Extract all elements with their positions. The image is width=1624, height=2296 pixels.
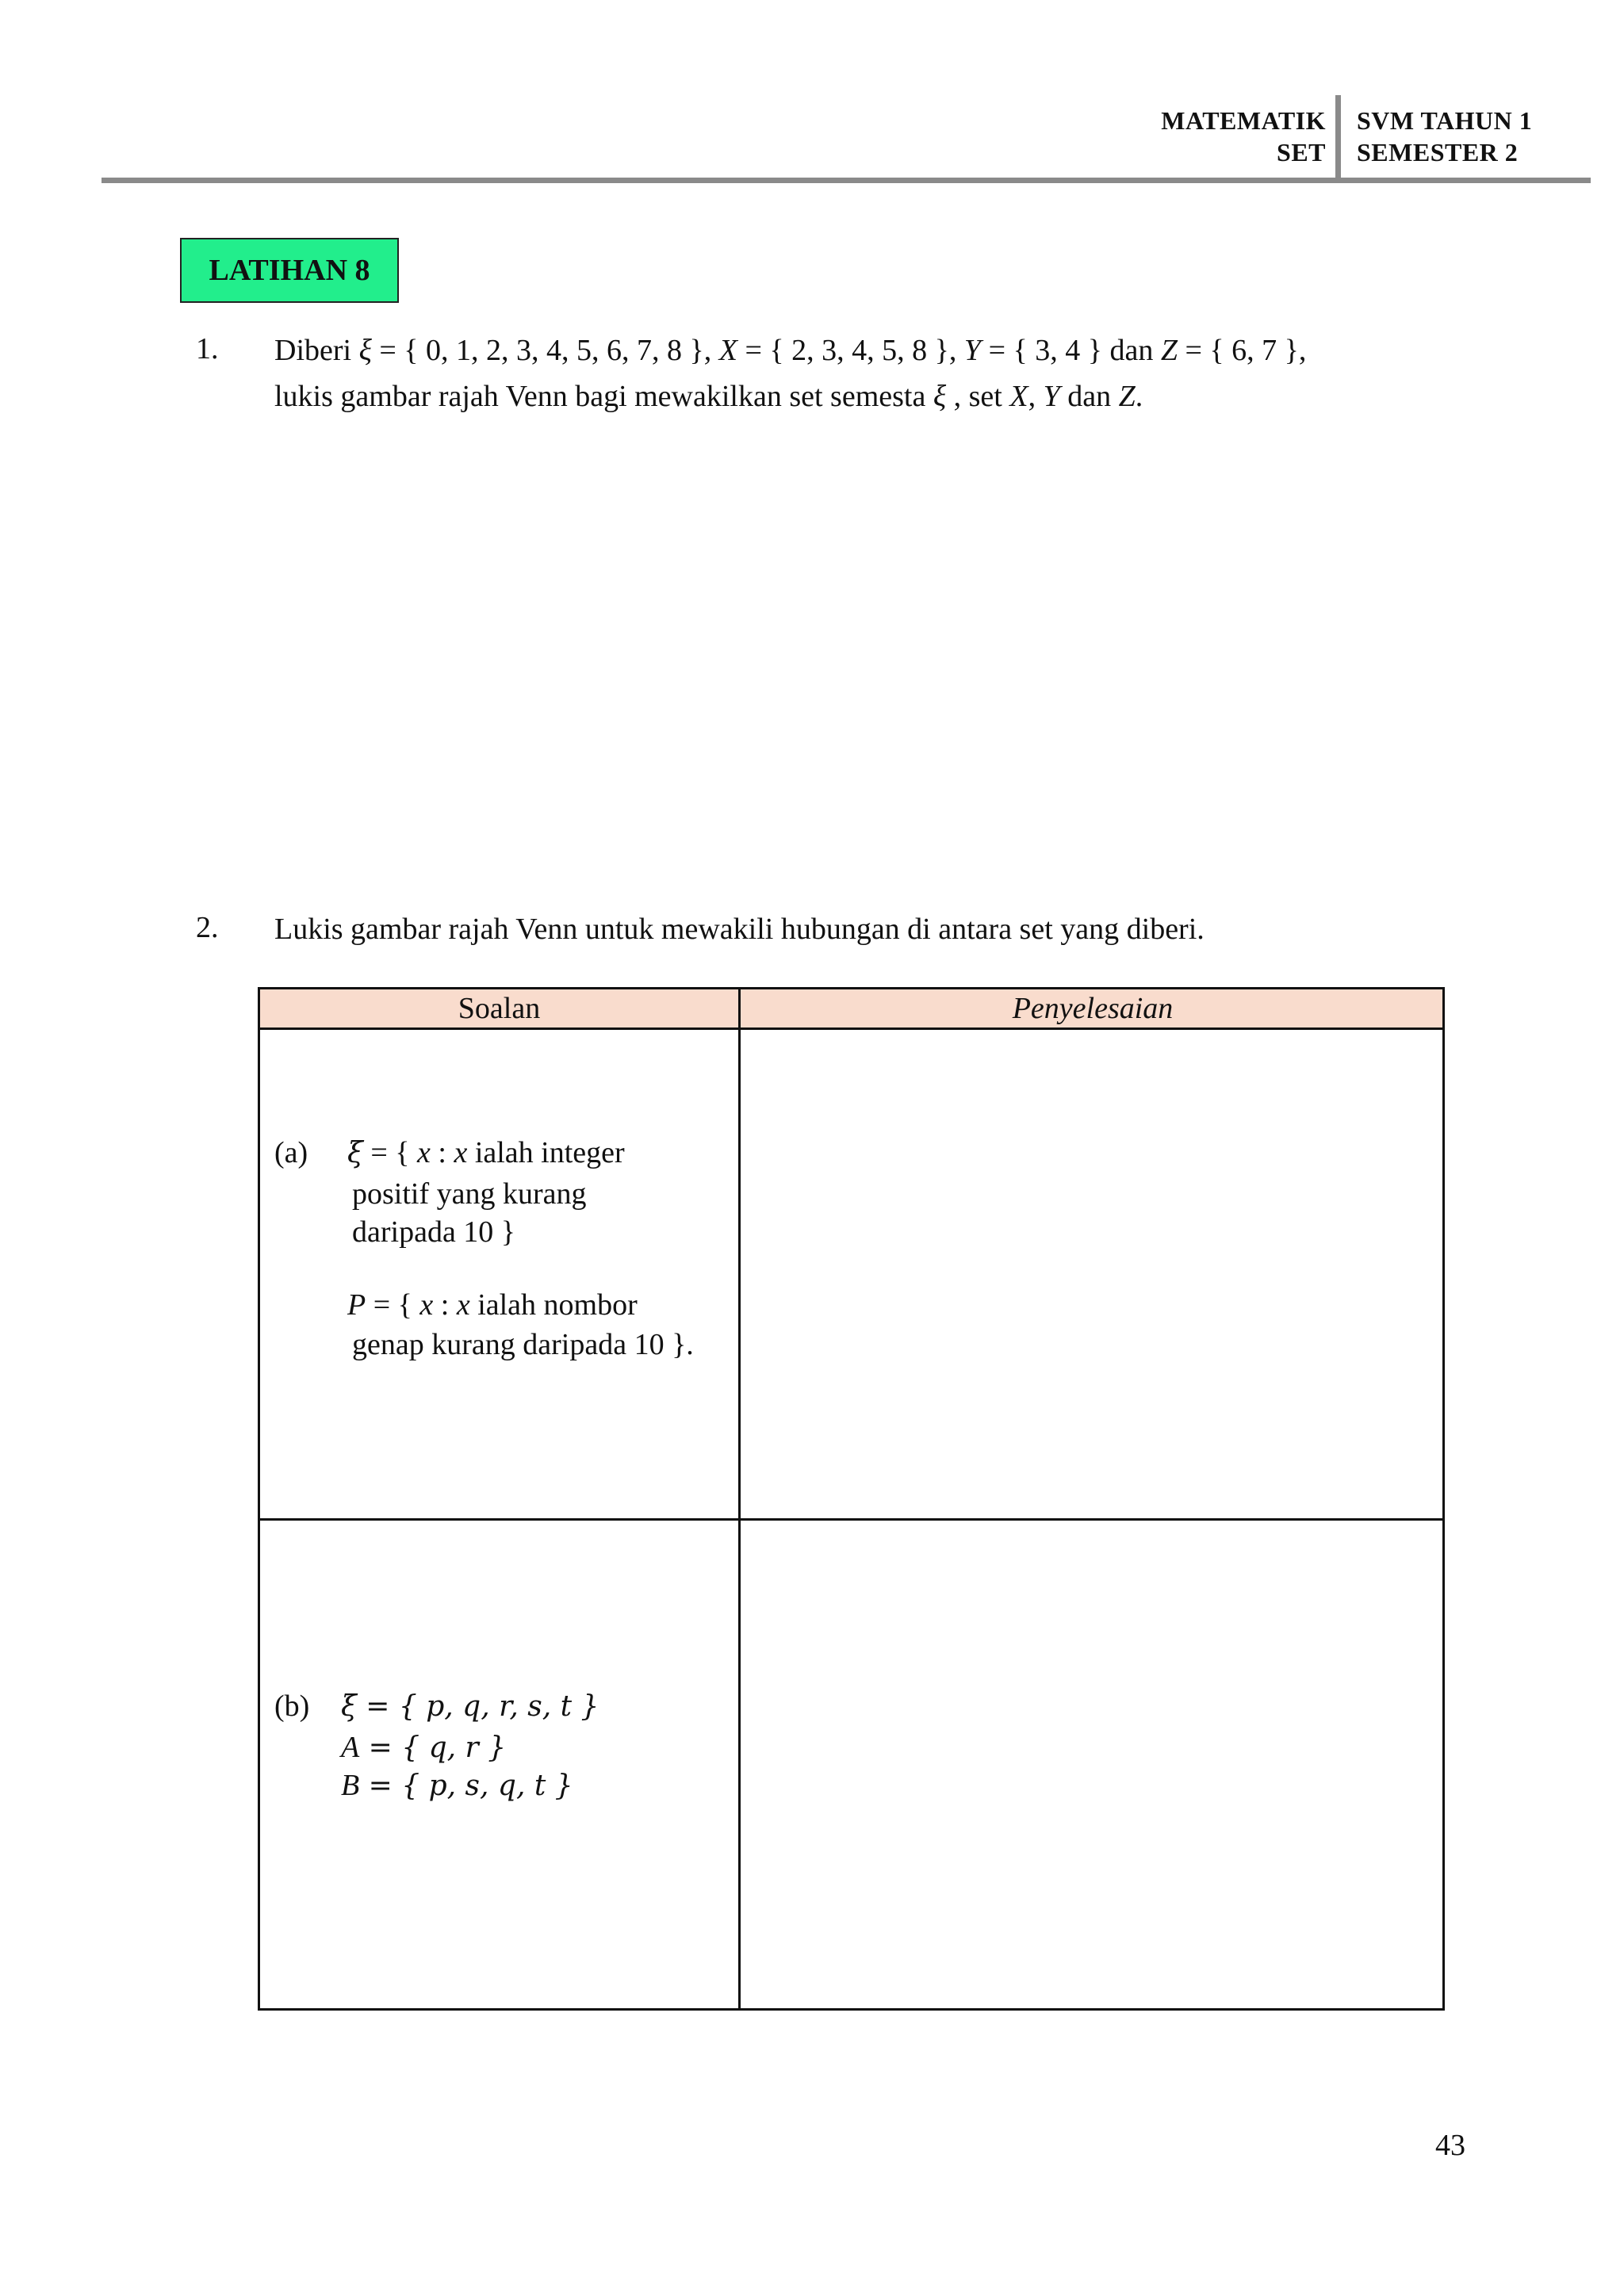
table-header-row	[260, 989, 1442, 1030]
set-z-symbol: Z	[1118, 380, 1136, 413]
q1-text: dan	[1059, 380, 1119, 413]
q1-text: = { 0, 1, 2, 3, 4, 5, 6, 7, 8 },	[371, 334, 719, 367]
header-course	[1357, 105, 1532, 168]
set-y-symbol: Y	[963, 334, 982, 367]
set-x-symbol: X	[718, 334, 737, 367]
part-b-text: = { p, s, q, t }	[359, 1770, 573, 1802]
q1-text: .	[1135, 380, 1143, 413]
header-divider	[1335, 95, 1341, 178]
part-b-label: (b)	[274, 1689, 310, 1723]
question2-number: 2.	[196, 911, 219, 944]
part-a-text: :	[433, 1288, 457, 1322]
set-z-symbol: Z	[1160, 334, 1178, 367]
set-y-symbol: Y	[1043, 380, 1060, 413]
part-b-line2	[341, 1728, 506, 1767]
exercise-title-box	[180, 238, 399, 303]
set-p-symbol: P	[347, 1288, 366, 1322]
xi-symbol: ξ	[358, 334, 372, 367]
question1-line2	[274, 374, 1143, 419]
question1-number: 1.	[196, 332, 219, 365]
header-subject-line1: MATEMATIK	[1161, 106, 1326, 135]
answer-table	[258, 987, 1445, 2011]
part-a-line1	[347, 1134, 625, 1173]
part-b-text: = { p, q, r, s, t }	[356, 1690, 599, 1723]
part-b-text: = { q, r }	[359, 1732, 507, 1764]
variable-x: x	[417, 1136, 431, 1169]
part-a-line5: genap kurang daripada 10 }.	[352, 1328, 694, 1361]
q1-text: = { 6, 7 },	[1177, 334, 1307, 367]
table-header-penyelesaian: Penyelesaian	[1012, 992, 1174, 1025]
part-a-text: ialah nombor	[469, 1288, 638, 1322]
q1-text: = { 2, 3, 4, 5, 8 },	[737, 334, 964, 367]
xi-symbol: ξ	[347, 1137, 363, 1169]
header-subject	[1161, 105, 1326, 168]
part-a-line2: positif yang kurang	[352, 1177, 587, 1211]
question2-text: Lukis gambar rajah Venn untuk mewakili hubungan di antara set yang diberi.	[274, 913, 1205, 946]
xi-symbol: ξ	[341, 1690, 357, 1723]
variable-x: x	[456, 1288, 470, 1322]
part-a-text: ialah integer	[467, 1136, 625, 1169]
q1-text: = { 3, 4 } dan	[981, 334, 1161, 367]
set-a-symbol: A	[341, 1731, 360, 1764]
set-b-symbol: B	[341, 1769, 360, 1802]
variable-x: x	[419, 1288, 434, 1322]
header-rule	[102, 178, 1591, 183]
part-b-line1	[341, 1687, 599, 1726]
header-subject-line2: SET	[1277, 138, 1326, 166]
answer-cell-b[interactable]	[741, 1521, 1442, 2008]
part-a-line4	[347, 1286, 638, 1324]
part-a-line3: daripada 10 }	[352, 1215, 516, 1249]
xi-symbol: ξ	[933, 380, 947, 413]
question1-line1	[274, 328, 1306, 373]
q1-text: lukis gambar rajah Venn bagi mewakilkan set semesta	[274, 380, 933, 413]
q1-text: ,	[1028, 380, 1044, 413]
part-a-text: = {	[366, 1288, 420, 1322]
variable-x: x	[454, 1136, 468, 1169]
page-number: 43	[1435, 2129, 1465, 2162]
set-x-symbol: X	[1009, 380, 1028, 413]
exercise-title: LATIHAN 8	[209, 254, 370, 287]
header-course-line2: SEMESTER 2	[1357, 138, 1519, 166]
header-course-line1: SVM TAHUN 1	[1357, 106, 1533, 135]
part-b-line3	[341, 1766, 573, 1805]
part-a-label: (a)	[274, 1136, 308, 1169]
q1-text: , set	[946, 380, 1010, 413]
answer-cell-a[interactable]	[741, 1030, 1442, 1518]
q1-text: Diberi	[274, 334, 359, 367]
part-a-text: = {	[362, 1136, 417, 1169]
part-a-text: :	[430, 1136, 454, 1169]
table-header-soalan: Soalan	[458, 992, 541, 1025]
